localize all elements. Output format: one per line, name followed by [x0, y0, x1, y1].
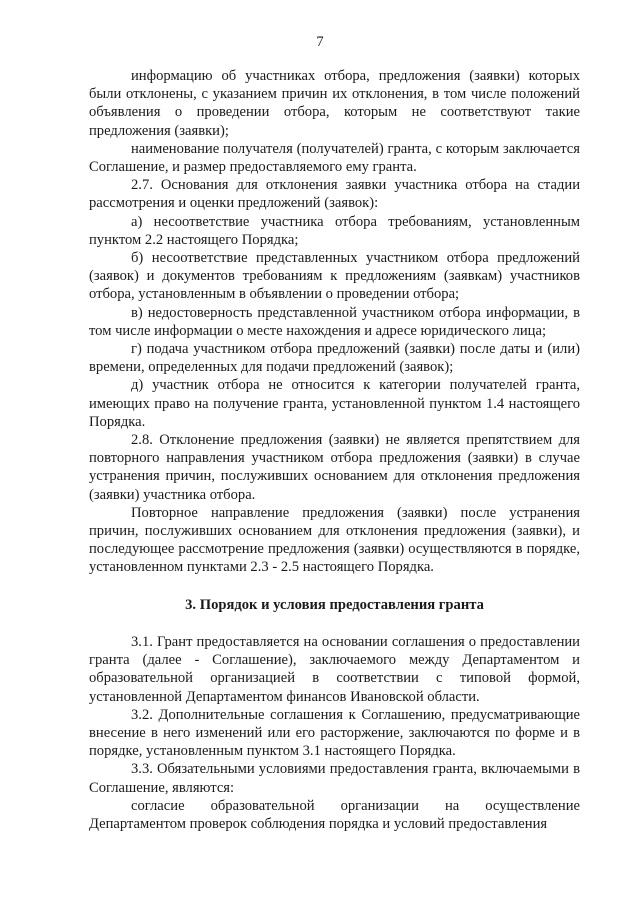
page-number: 7 [316, 34, 324, 50]
paragraph: а) несоответствие участника отбора требованиям, установленным пунктом 2.2 настоящего Порядка; [89, 213, 580, 248]
paragraph: согласие образовательной организации на осуществление Департаментом проверок соблюдения порядка и условий предоставления [89, 797, 580, 832]
paragraph: наименование получателя (получателей) гранта, с которым заключается Соглашение, и размер предоставляемого ему гранта. [89, 140, 580, 176]
paragraph: Повторное направление предложения (заявки) после устранения причин, послуживших основанием для отклонения предложения (заявки), и последующее рассмотрение предложения (заявки) осуществляются в порядке, установленном пунктами 2.3 - 2.5 настоящего Порядка. [89, 504, 580, 576]
paragraph: 2.7. Основания для отклонения заявки участника отбора на стадии рассмотрения и оценки предложений (заявок): [89, 177, 580, 212]
paragraph: информацию об участниках отбора, предложения (заявки) которых были отклонены, с указанием причин их отклонения, в том числе положений объявления о проведении отбора, которым не соответствуют такие предложения (заявки); [89, 68, 580, 139]
paragraph: 3.1. Грант предоставляется на основании соглашения о предоставлении гранта (далее - Соглашение), заключаемого между Департаментом и образовательной организацией в соответствии с типовой формой, установленной Департаментом финансов Ивановской области. [89, 633, 580, 705]
section-heading: 3. Порядок и условия предоставления гранта [185, 596, 484, 613]
paragraph: д) участник отбора не относится к категории получателей гранта, имеющих право на получение гранта, установленной пунктом 1.4 настоящего Порядка. [89, 377, 580, 430]
paragraph: 2.8. Отклонение предложения (заявки) не является препятствием для повторного направления участником отбора предложения (заявки) в случае устранения причин, послуживших основанием для отклонения предложения (заявки) участника отбора. [89, 432, 580, 503]
paragraph: 3.3. Обязательными условиями предоставления гранта, включаемыми в Соглашение, являются: [89, 761, 580, 796]
document-body [89, 67, 580, 833]
paragraph: в) недостоверность представленной участником отбора информации, в том числе информации о месте нахождения и адресе юридического лица; [89, 304, 580, 339]
paragraph: 3.2. Дополнительные соглашения к Соглашению, предусматривающие внесение в него изменений или его расторжение, заключаются по форме и в порядке, установленным пунктом 3.1 настоящего Порядка. [89, 706, 580, 760]
paragraph: г) подача участником отбора предложений (заявки) после даты и (или) времени, определенных для подачи предложений (заявок); [89, 341, 580, 376]
paragraph: б) несоответствие представленных участником отбора предложений (заявок) и документов требованиям к предложениям (заявкам) участников отбора, установленным в объявлении о проведении отбора; [89, 250, 580, 303]
